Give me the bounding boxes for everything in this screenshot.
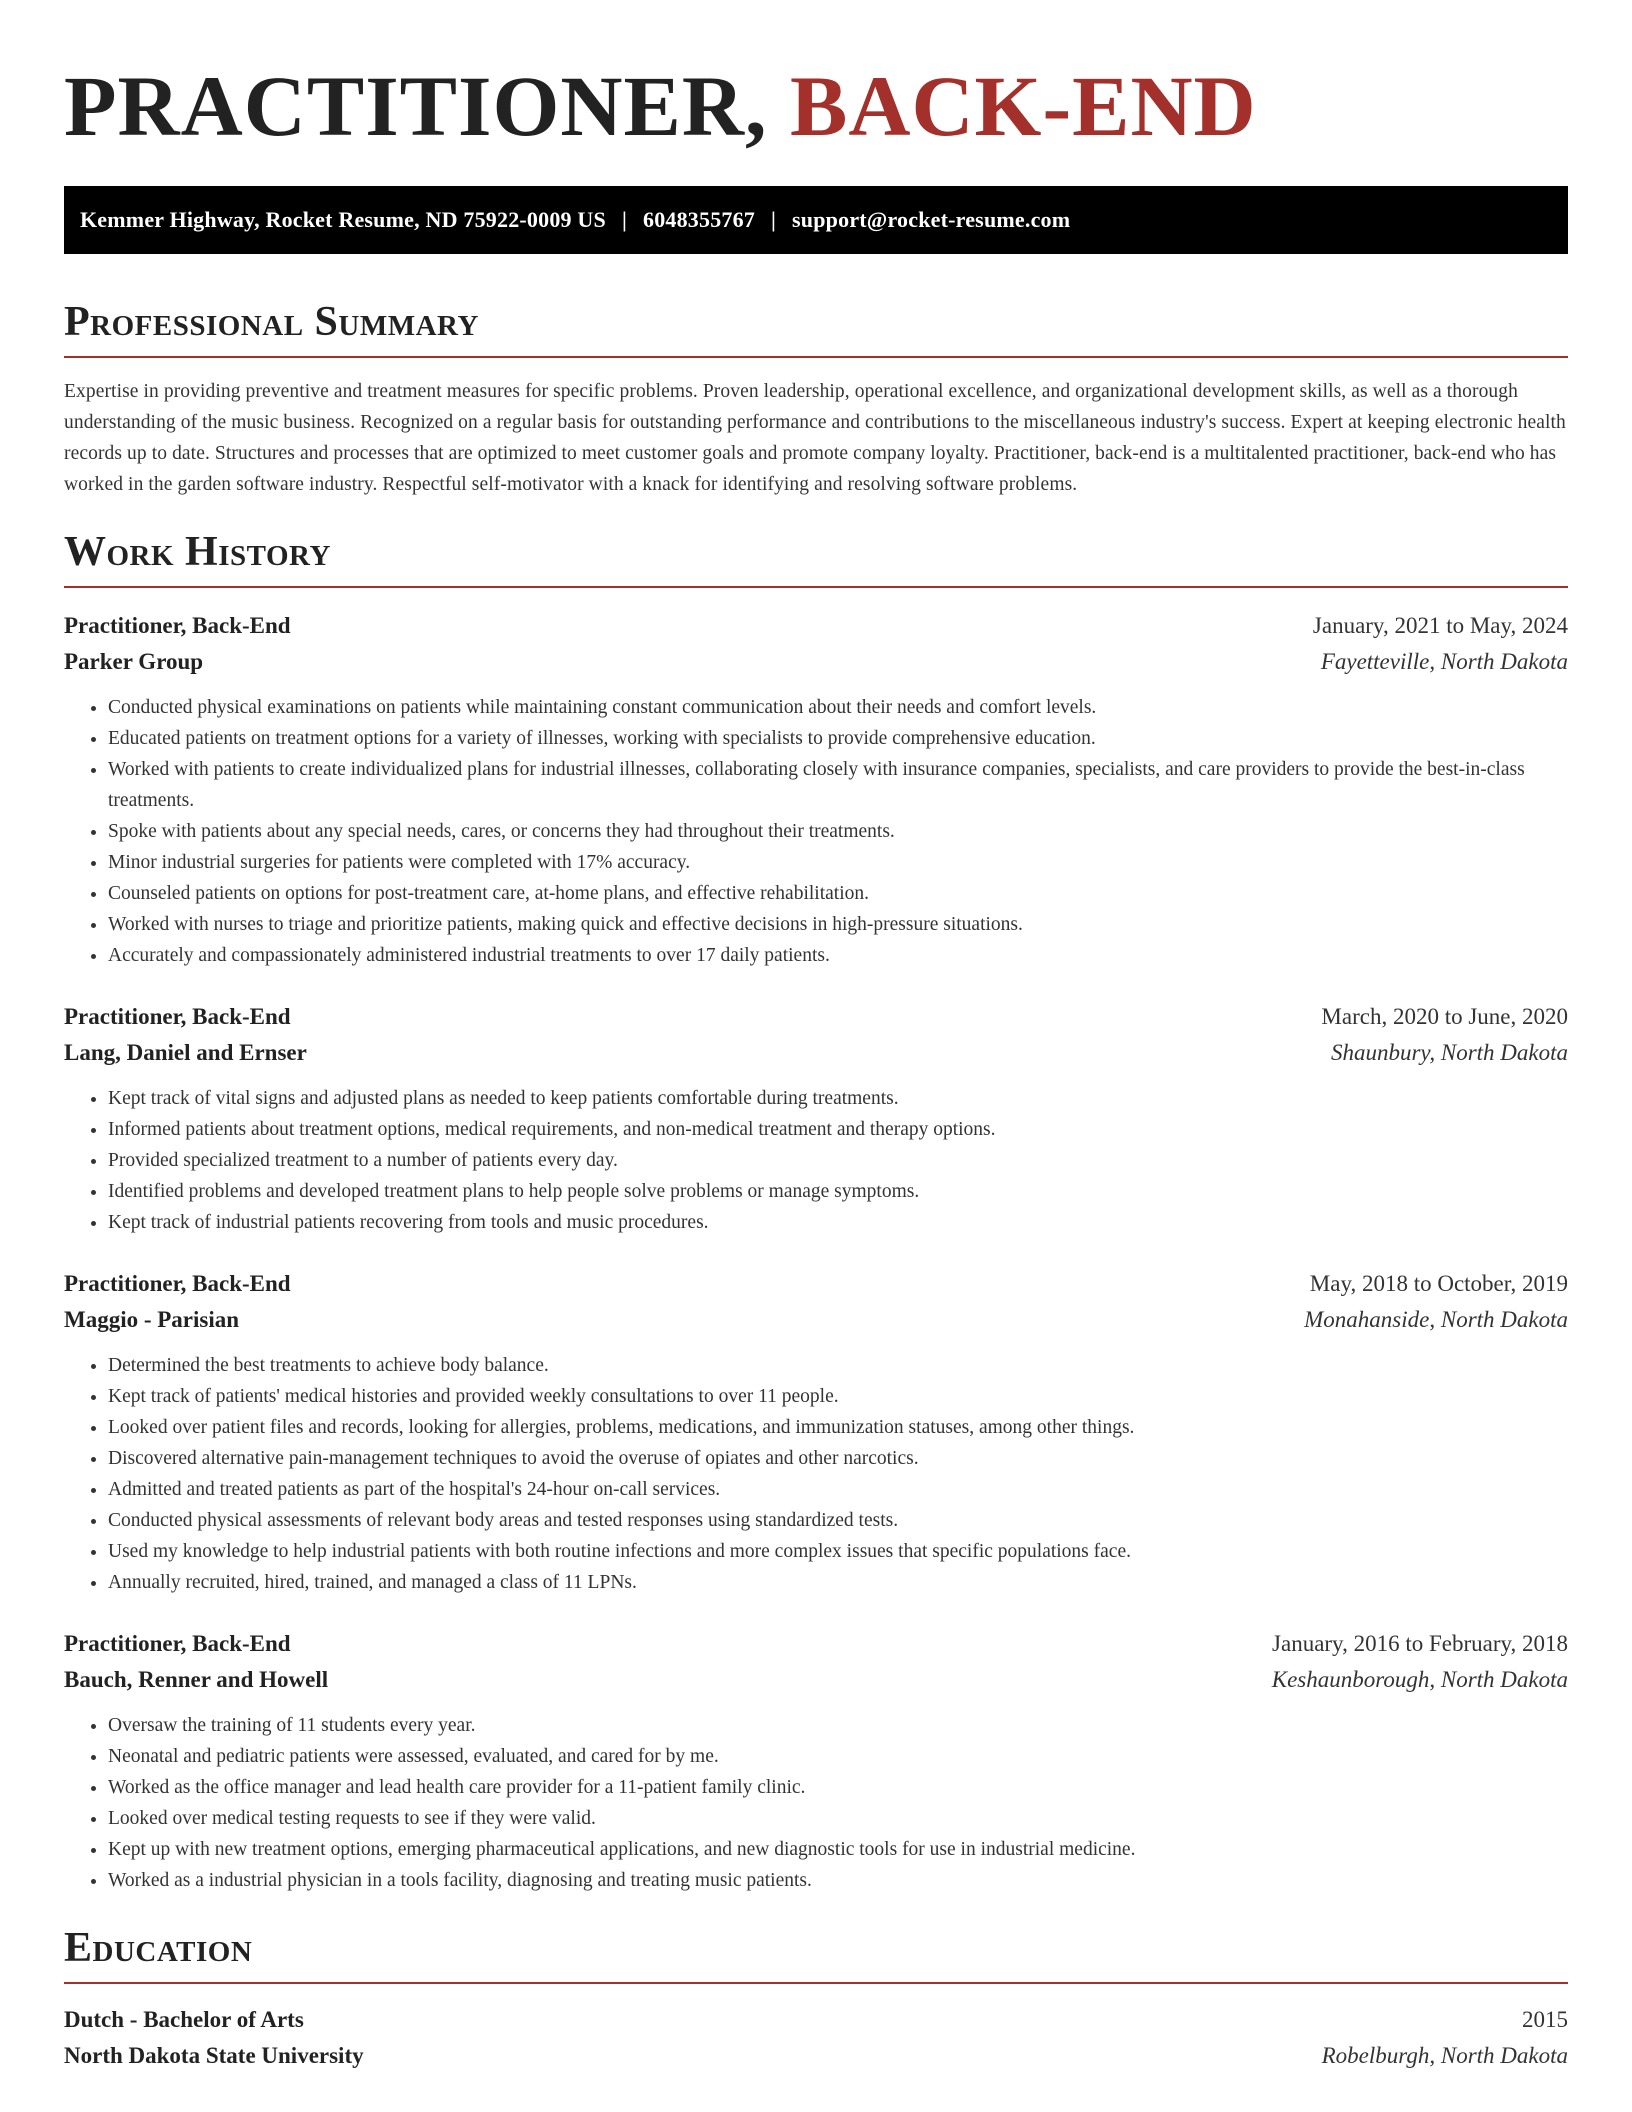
job-bullets	[64, 692, 1568, 971]
job-entry	[64, 1266, 1568, 1598]
job-company: Maggio - Parisian	[64, 1307, 240, 1332]
job-bullet: • Discovered alternative pain-management techniques to avoid the overuse of opiates and other narcotics.	[108, 1443, 1568, 1474]
job-bullet: • Identified problems and developed treatment plans to help people solve problems or manage symptoms.	[108, 1176, 1568, 1207]
education-school-row	[64, 2038, 1568, 2074]
name-first: PRACTITIONER,	[64, 58, 768, 154]
job-header-row	[64, 608, 1568, 644]
job-bullet: • Worked with nurses to triage and prioritize patients, making quick and effective decisions in high-pressure situations.	[108, 909, 1568, 940]
job-entry	[64, 1626, 1568, 1896]
education-year: 2015	[1522, 2007, 1568, 2032]
name-last: BACK-END	[789, 58, 1257, 154]
job-company-row	[64, 1662, 1568, 1698]
job-bullet: • Determined the best treatments to achieve body balance.	[108, 1350, 1568, 1381]
job-header-row	[64, 999, 1568, 1035]
job-company-row	[64, 1302, 1568, 1338]
education-location: Robelburgh, North Dakota	[1321, 2043, 1568, 2068]
job-bullet: • Provided specialized treatment to a number of patients every day.	[108, 1145, 1568, 1176]
summary-text: Expertise in providing preventive and treatment measures for specific problems. Proven leadership, operational excellence, and organizational development skills, as well as a thorough understanding of the music business. Recognized on a regular basis for outstanding performance and contributions to the miscellaneous industry's success. Expert at keeping electronic health records up to date. Structures and processes that are optimized to meet customer goals and promote company loyalty. Practitioner, back-end is a multitalented practitioner, back-end who has worked in the garden software industry. Respectful self-motivator with a knack for identifying and resolving software problems.	[64, 381, 1566, 495]
job-bullet: • Minor industrial surgeries for patients were completed with 17% accuracy.	[108, 847, 1568, 878]
education-degree: Dutch - Bachelor of Arts	[64, 2007, 304, 2032]
job-bullet: • Spoke with patients about any special needs, cares, or concerns they had throughout their treatments.	[108, 816, 1568, 847]
job-bullet: • Worked as the office manager and lead health care provider for a 11-patient family clinic.	[108, 1772, 1568, 1803]
job-bullet: • Educated patients on treatment options for a variety of illnesses, working with specialists to provide comprehensive education.	[108, 723, 1568, 754]
job-entry	[64, 999, 1568, 1238]
job-company: Lang, Daniel and Ernser	[64, 1040, 307, 1065]
job-bullet: • Annually recruited, hired, trained, and managed a class of 11 LPNs.	[108, 1567, 1568, 1598]
job-location: Shaunbury, North Dakota	[1330, 1040, 1568, 1065]
job-bullet: • Used my knowledge to help industrial patients with both routine infections and more complex issues that specific populations face.	[108, 1536, 1568, 1567]
contact-separator: |	[771, 207, 777, 232]
job-company-row	[64, 644, 1568, 680]
job-title: Practitioner, Back-End	[64, 1004, 291, 1029]
job-bullet: • Admitted and treated patients as part of the hospital's 24-hour on-call services.	[108, 1474, 1568, 1505]
job-location: Monahanside, North Dakota	[1304, 1307, 1568, 1332]
professional-summary-section	[64, 298, 1568, 500]
job-bullet: • Worked with patients to create individualized plans for industrial illnesses, collaborating closely with insurance companies, specialists, and care providers to provide the best-in-class treatments.	[108, 754, 1568, 816]
contact-separator: |	[621, 207, 627, 232]
job-company: Bauch, Renner and Howell	[64, 1667, 329, 1692]
job-header-row	[64, 1626, 1568, 1662]
candidate-name	[64, 58, 1568, 154]
education-section	[64, 1924, 1568, 2074]
section-divider	[64, 356, 1568, 358]
job-bullet: • Conducted physical examinations on patients while maintaining constant communication about their needs and comfort levels.	[108, 692, 1568, 723]
section-title-work-history: Work History	[64, 529, 331, 575]
job-bullet: • Counseled patients on options for post-treatment care, at-home plans, and effective rehabilitation.	[108, 878, 1568, 909]
job-entry	[64, 608, 1568, 971]
section-title-education: Education	[64, 1925, 253, 1971]
job-title: Practitioner, Back-End	[64, 613, 291, 638]
work-history-section	[64, 528, 1568, 1896]
job-bullet: • Kept track of patients' medical histories and provided weekly consultations to over 11 people.	[108, 1381, 1568, 1412]
job-bullets	[64, 1083, 1568, 1238]
job-header-row	[64, 1266, 1568, 1302]
education-entry	[64, 2002, 1568, 2074]
job-bullet: • Looked over patient files and records, looking for allergies, problems, medications, and immunization statuses, among other things.	[108, 1412, 1568, 1443]
job-bullet: • Worked as a industrial physician in a tools facility, diagnosing and treating music patients.	[108, 1865, 1568, 1896]
contact-address: Kemmer Highway, Rocket Resume, ND 75922-0009 US	[80, 207, 606, 232]
contact-email[interactable]: support@rocket-resume.com	[792, 207, 1071, 232]
section-title-summary: Professional Summary	[64, 299, 479, 345]
job-bullet: • Neonatal and pediatric patients were assessed, evaluated, and cared for by me.	[108, 1741, 1568, 1772]
contact-phone[interactable]: 6048355767	[643, 207, 755, 232]
job-dates: January, 2016 to February, 2018	[1272, 1631, 1568, 1656]
contact-bar	[64, 186, 1568, 254]
job-company: Parker Group	[64, 649, 204, 674]
job-bullet: • Kept track of vital signs and adjusted plans as needed to keep patients comfortable during treatments.	[108, 1083, 1568, 1114]
job-location: Fayetteville, North Dakota	[1320, 649, 1568, 674]
job-bullet: • Oversaw the training of 11 students every year.	[108, 1710, 1568, 1741]
job-bullet: • Kept track of industrial patients recovering from tools and music procedures.	[108, 1207, 1568, 1238]
section-divider	[64, 586, 1568, 588]
job-dates: January, 2021 to May, 2024	[1312, 613, 1568, 638]
job-bullet: • Looked over medical testing requests to see if they were valid.	[108, 1803, 1568, 1834]
job-bullets	[64, 1350, 1568, 1598]
job-bullet: • Kept up with new treatment options, emerging pharmaceutical applications, and new diagnostic tools for use in industrial medicine.	[108, 1834, 1568, 1865]
job-bullet: • Informed patients about treatment options, medical requirements, and non-medical treatment and therapy options.	[108, 1114, 1568, 1145]
job-title: Practitioner, Back-End	[64, 1631, 291, 1656]
job-bullets	[64, 1710, 1568, 1896]
education-degree-row	[64, 2002, 1568, 2038]
education-school: North Dakota State University	[64, 2043, 364, 2068]
job-dates: May, 2018 to October, 2019	[1309, 1271, 1568, 1296]
job-dates: March, 2020 to June, 2020	[1321, 1004, 1568, 1029]
job-bullet: • Accurately and compassionately administered industrial treatments to over 17 daily patients.	[108, 940, 1568, 971]
job-bullet: • Conducted physical assessments of relevant body areas and tested responses using standardized tests.	[108, 1505, 1568, 1536]
job-location: Keshaunborough, North Dakota	[1271, 1667, 1568, 1692]
job-company-row	[64, 1035, 1568, 1071]
job-title: Practitioner, Back-End	[64, 1271, 291, 1296]
section-divider	[64, 1982, 1568, 1984]
